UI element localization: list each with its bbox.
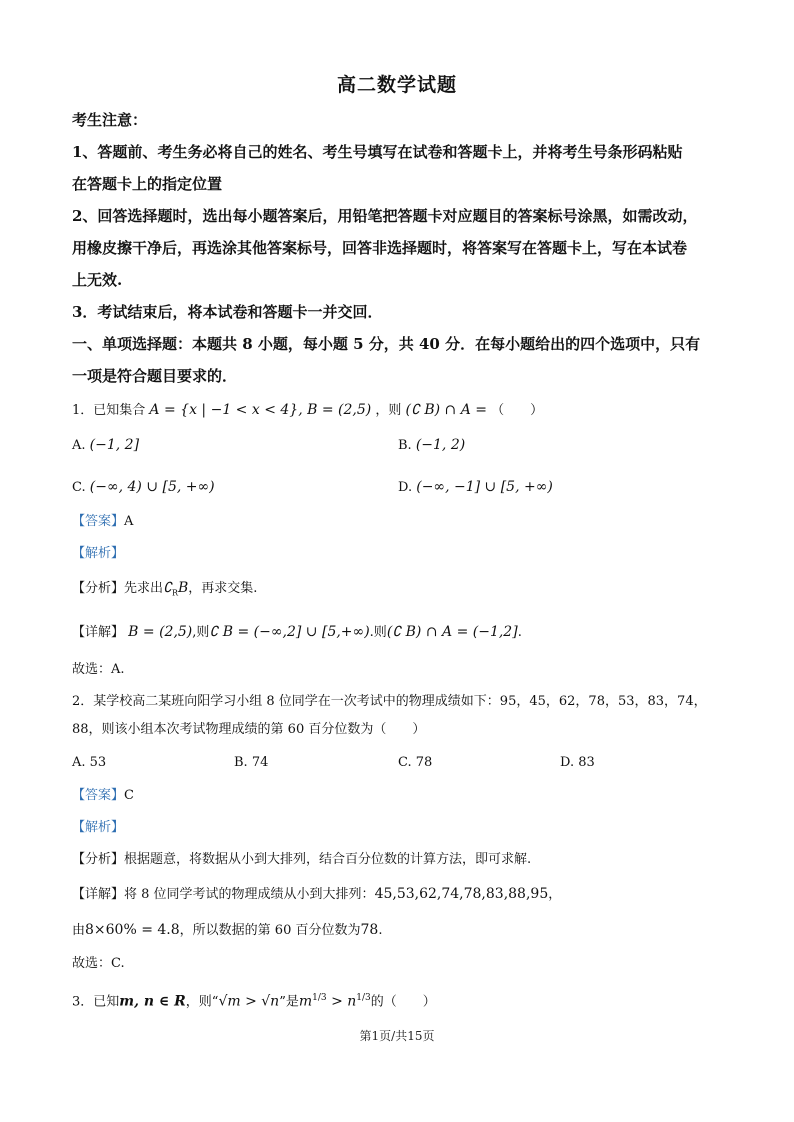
q1-option-c [72,476,215,499]
q2-fenxi [72,850,722,870]
q3-cond2-base-n: n [347,993,357,1010]
q1-fenxi-tag: 【分析】 [72,581,125,596]
q1-stem-mid: ，则 [375,403,402,418]
q2-analysis-tag: 【解析】 [72,820,125,835]
q1-option-d-label: D. [398,480,413,495]
section-1-heading-line-2: 一项是符合题目要求的． [72,367,238,385]
q2-sorted-sequence: 45,53,62,74,78,83,88,95 [374,886,549,902]
q3-condition-1: √m > √n [218,993,280,1010]
q2-stem-line-1: 2．某学校高二某班向阳学习小组 8 位同学在一次考试中的物理成绩如下：95，45，62，78，53，83，74， [72,694,707,709]
q1-option-a [72,434,139,457]
q2-answer-tag: 【答案】 [72,788,125,803]
q2-xiangjie-tag: 【详解】 [72,887,125,902]
q1-option-b-label: B. [398,438,412,453]
q3-exponent-n: 1/3 [356,993,371,1003]
q1-option-d [398,476,553,499]
q1-analysis-tag: 【解析】 [72,546,125,561]
q3-stem-end: 的（ ） [370,994,436,1010]
q2-answer-value: C [124,788,134,803]
notice-item-2-line-1: 2、回答选择题时，选出每小题答案后，用铅笔把答题卡对应题目的答案标号涂黑，如需改动， [72,207,698,225]
q1-answer-value: A [124,514,134,529]
q1-option-a-label: A. [72,438,86,453]
q1-set-definition: A = {x | −1 < x < 4}, B = (2,5) [149,402,372,418]
q3-cond2-base-m: m [298,993,313,1010]
q2-option-c: C. 78 [398,755,433,770]
q1-fenxi-text: 先求出 [124,581,164,596]
q1-xiangjie-then-2: .则 [369,625,387,640]
notice-item-1-line-1: 1、答题前、考生务必将自己的姓名、考生号填写在试卷和答题卡上，并将考生号条形码粘贴 [72,143,683,161]
page-title: 高二数学试题 [336,74,457,96]
q1-xiangjie-end: . [517,625,522,640]
q3-variables: m, n ∈ R [119,993,186,1010]
q1-option-c-value: (−∞, 4) ∪ [5, +∞) [89,479,215,495]
q1-fenxi-text-2: ，再求交集. [188,581,258,596]
notice-item-2-line-2: 用橡皮擦干净后，再选涂其他答案标号，回答非选择题时，将答案写在答题卡上，写在本试卷 [72,239,688,257]
q2-xiangjie-text: 将 8 位同学考试的物理成绩从小到大排列： [124,887,375,902]
q2-stem-line-2: 88，则该小组本次考试物理成绩的第 60 百分位数为（ ） [72,722,426,737]
q1-answer [72,512,722,532]
q2-calc-prefix: 由 [72,923,86,938]
q2-calculation [72,920,722,941]
q2-option-b: B. 74 [234,755,269,770]
q3-cond2-op: > [326,993,348,1010]
q2-choose: 故选：C. [72,956,125,971]
q1-option-b [398,434,465,457]
q1-xiangjie-expr-2: ∁ B = (−∞,2] ∪ [5,+∞) [209,624,370,640]
q1-fenxi-expr: ∁ [163,580,172,596]
q2-option-a: A. 53 [72,755,107,770]
q3-exponent-m: 1/3 [312,993,327,1003]
q2-option-d: D. 83 [560,755,595,770]
q1-xiangjie-then-1: ,则 [192,625,210,640]
q2-calc-end: . [378,923,383,938]
q1-option-c-label: C. [72,480,86,495]
q1-choose: 故选：A. [72,662,125,677]
q1-option-b-value: (−1, 2) [415,437,466,453]
q3-stem-prefix: 3．已知 [72,994,120,1010]
q2-fenxi-text: 根据题意，将数据从小到大排列，结合百分位数的计算方法，即可求解. [124,852,532,867]
q1-xiangjie-tag: 【详解】 [72,625,125,640]
notice-item-3: 3．考试结束后，将本试卷和答题卡一并交回． [72,303,383,321]
q2-calc-expression: 8×60% = 4.8 [85,922,180,938]
q2-answer [72,786,722,806]
q1-fenxi: 【分析】先求出$∁_RB$，再求交集. [72,580,258,598]
q1-stem-prefix: 1．已知集合 [72,403,146,418]
q2-calc-mid: ，所以数据的第 60 百分位数为 [179,923,361,938]
section-1-heading-line-1: 一、单项选择题：本题共 8 小题，每小题 5 分，共 40 分．在每小题给出的四个选项中，只有 [72,335,701,353]
q2-xiangjie-comma: ， [548,887,562,902]
q2-fenxi-tag: 【分析】 [72,852,125,867]
q3-stem-mid-2: ”是 [279,994,299,1010]
q1-xiangjie [72,622,722,643]
q1-blank: （ ） [491,403,544,418]
q2-calc-value: 78 [360,922,379,938]
q1-option-a-value: (−1, 2] [89,437,140,453]
q1-xiangjie-expr-3: (∁ B) ∩ A = (−1,2] [386,624,518,640]
page-footer: 第1页/共15页 [359,1029,435,1043]
notice-heading: 考生注意： [72,111,148,129]
q2-xiangjie [72,884,722,905]
question-3-stem [72,988,722,1012]
q1-answer-tag: 【答案】 [72,514,125,529]
q1-expression: (∁ B) ∩ A = [405,402,487,418]
q1-xiangjie-expr-1: B = (2,5) [128,624,193,640]
q3-stem-mid: ，则“ [185,994,219,1010]
notice-item-1-line-2: 在答题卡上的指定位置 [72,175,223,193]
question-1-stem [72,400,722,421]
notice-item-2-line-3: 上无效. [72,271,123,289]
q1-option-d-value: (−∞, −1] ∪ [5, +∞) [416,479,553,495]
